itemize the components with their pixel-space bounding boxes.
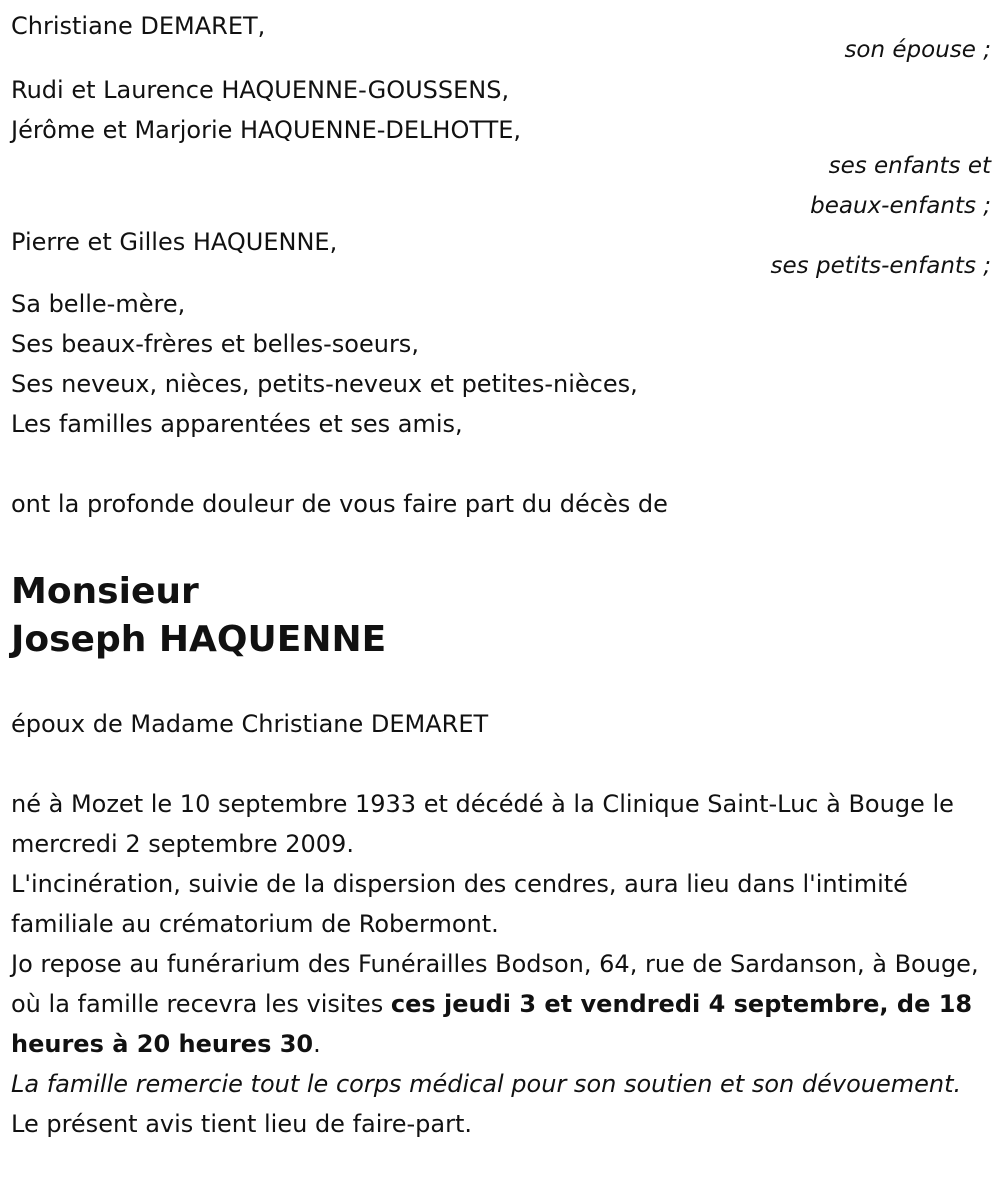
- birth-death-text: né à Mozet le 10 septembre 1933 et décédé à la Clinique Saint-Luc à Bouge le mercredi 2 septembre 2009.: [11, 790, 954, 858]
- grandchildren-role: ses petits-enfants ;: [770, 253, 991, 279]
- closing-text: Le présent avis tient lieu de faire-part.: [11, 1110, 473, 1138]
- relative-line-3: Ses neveux, nièces, petits-neveux et petites-nièces,: [11, 370, 638, 398]
- death-notice: [11, 6, 991, 1144]
- repose-text: [11, 944, 991, 1064]
- thanks-text: La famille remercie tout le corps médical pour son soutien et son dévouement.: [11, 1070, 962, 1098]
- relative-line-2: Ses beaux-frères et belles-soeurs,: [11, 330, 419, 358]
- grandchildren: Pierre et Gilles HAQUENNE,: [11, 228, 338, 256]
- child-couple-2: Jérôme et Marjorie HAQUENNE-DELHOTTE,: [11, 116, 522, 144]
- relative-line-4: Les familles apparentées et ses amis,: [11, 410, 463, 438]
- children-role-line1: ses enfants et: [828, 153, 991, 179]
- deceased-name: Joseph HAQUENNE: [11, 619, 387, 660]
- children-role-line2: beaux-enfants ;: [810, 193, 991, 219]
- spouse-role: son épouse ;: [844, 37, 991, 63]
- relative-line-1: Sa belle-mère,: [11, 290, 186, 318]
- repose-end: .: [313, 1030, 321, 1058]
- deceased-title: Monsieur: [11, 571, 199, 612]
- repose-intro: Jo repose au funérarium des Funérailles Bodson, 64, rue de Sardanson, à Bouge, où la famille recevra les visites: [11, 950, 979, 1018]
- visits-schedule: ces jeudi 3 et vendredi 4 septembre, de 18 heures à 20 heures 30: [11, 990, 973, 1058]
- cremation-text: L'incinération, suivie de la dispersion des cendres, aura lieu dans l'intimité familiale au crématorium de Robermont.: [11, 870, 908, 938]
- spouse-name: Christiane DEMARET,: [11, 12, 266, 40]
- announcement-text: ont la profonde douleur de vous faire part du décès de: [11, 490, 668, 518]
- child-couple-1: Rudi et Laurence HAQUENNE-GOUSSENS,: [11, 76, 510, 104]
- spouse-of-text: époux de Madame Christiane DEMARET: [11, 710, 489, 738]
